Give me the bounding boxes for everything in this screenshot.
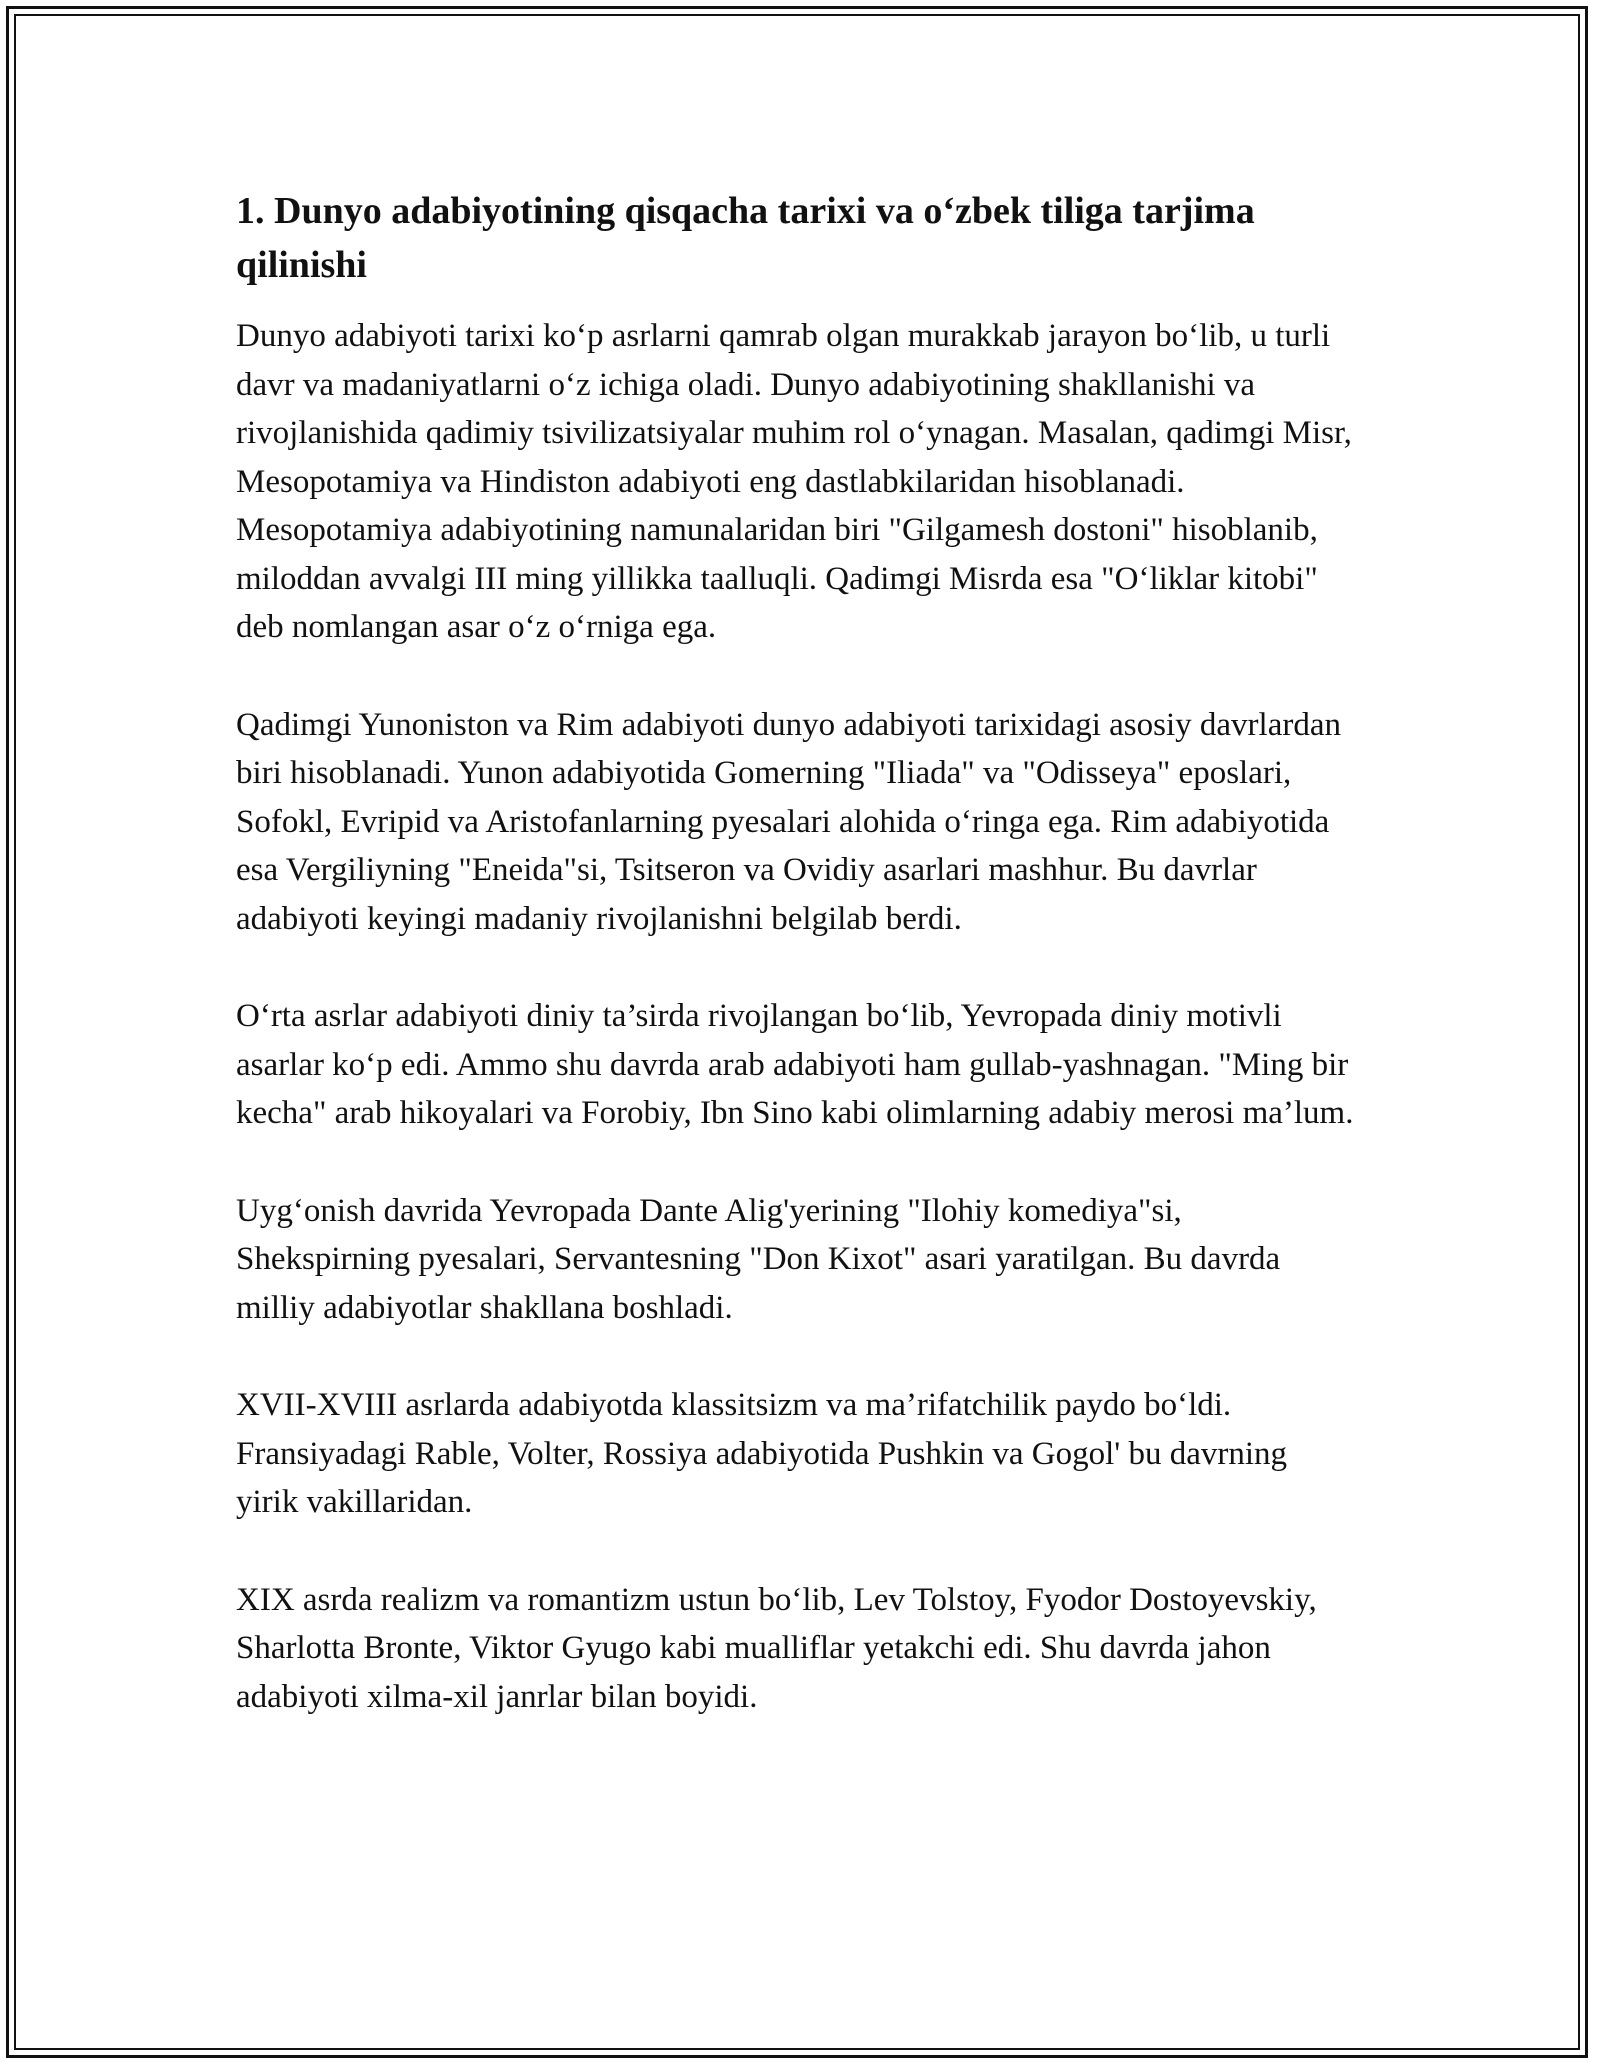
paragraph-ancient-civilizations: Dunyo adabiyoti tarixi koʻp asrlarni qamrab olgan murakkab jarayon boʻlib, u turli davr va madaniyatlarni oʻz ichiga oladi. Dunyo adabiyotining shakllanishi va rivojlanishida qadimiy tsivilizatsiyalar muhim rol oʻynagan. Masalan, qadimgi Misr, Mesopotamiya va Hindiston adabiyoti eng dastlabkilaridan hisoblanadi. Mesopotamiya adabiyotining namunalaridan biri "Gilgamesh dostoni" hisoblanib, miloddan avvalgi III ming yillikka taalluqli. Qadimgi Misrda esa "Oʻliklar kitobi" deb nomlangan asar oʻz oʻrniga ega.	[236, 318, 1352, 645]
paragraph-realism-romanticism: XIX asrda realizm va romantizm ustun boʻlib, Lev Tolstoy, Fyodor Dostoyevskiy, Sharlotta Bronte, Viktor Gyugo kabi mualliflar yetakchi edi. Shu davrda jahon adabiyoti xilma-xil janrlar bilan boyidi.	[236, 1581, 1317, 1715]
paragraph-classicism-enlightenment: XVII-XVIII asrlarda adabiyotda klassitsizm va ma’rifatchilik paydo boʻldi. Fransiyadagi Rable, Volter, Rossiya adabiyotida Pushkin va Gogol' bu davrning yirik vakillaridan.	[236, 1387, 1288, 1520]
paragraph-middle-ages: Oʻrta asrlar adabiyoti diniy ta’sirda rivojlangan boʻlib, Yevropada diniy motivli asarlar koʻp edi. Ammo shu davrda arab adabiyoti ham gullab-yashnagan. "Ming bir kecha" arab hikoyalari va Forobiy, Ibn Sino kabi olimlarning adabiy merosi ma’lum.	[236, 998, 1354, 1131]
document-body	[236, 184, 1356, 1770]
paragraph-renaissance: Uygʻonish davrida Yevropada Dante Alig'yerining "Ilohiy komediya"si, Shekspirning pyesalari, Servantesning "Don Kixot" asari yaratilgan. Bu davrda milliy adabiyotlar shakllana boshladi.	[236, 1192, 1281, 1326]
paragraph-greece-rome: Qadimgi Yunoniston va Rim adabiyoti dunyo adabiyoti tarixidagi asosiy davrlardan biri hisoblanadi. Yunon adabiyotida Gomerning "Iliada" va "Odisseya" eposlari, Sofokl, Evripid va Aristofanlarning pyesalari alohida oʻringa ega. Rim adabiyotida esa Vergiliyning "Eneida"si, Tsitseron va Ovidiy asarlari mashhur. Bu davrlar adabiyoti keyingi madaniy rivojlanishni belgilab berdi.	[236, 706, 1342, 937]
page-title: 1. Dunyo adabiyotining qisqacha tarixi va oʻzbek tiliga tarjima qilinishi	[236, 190, 1255, 286]
